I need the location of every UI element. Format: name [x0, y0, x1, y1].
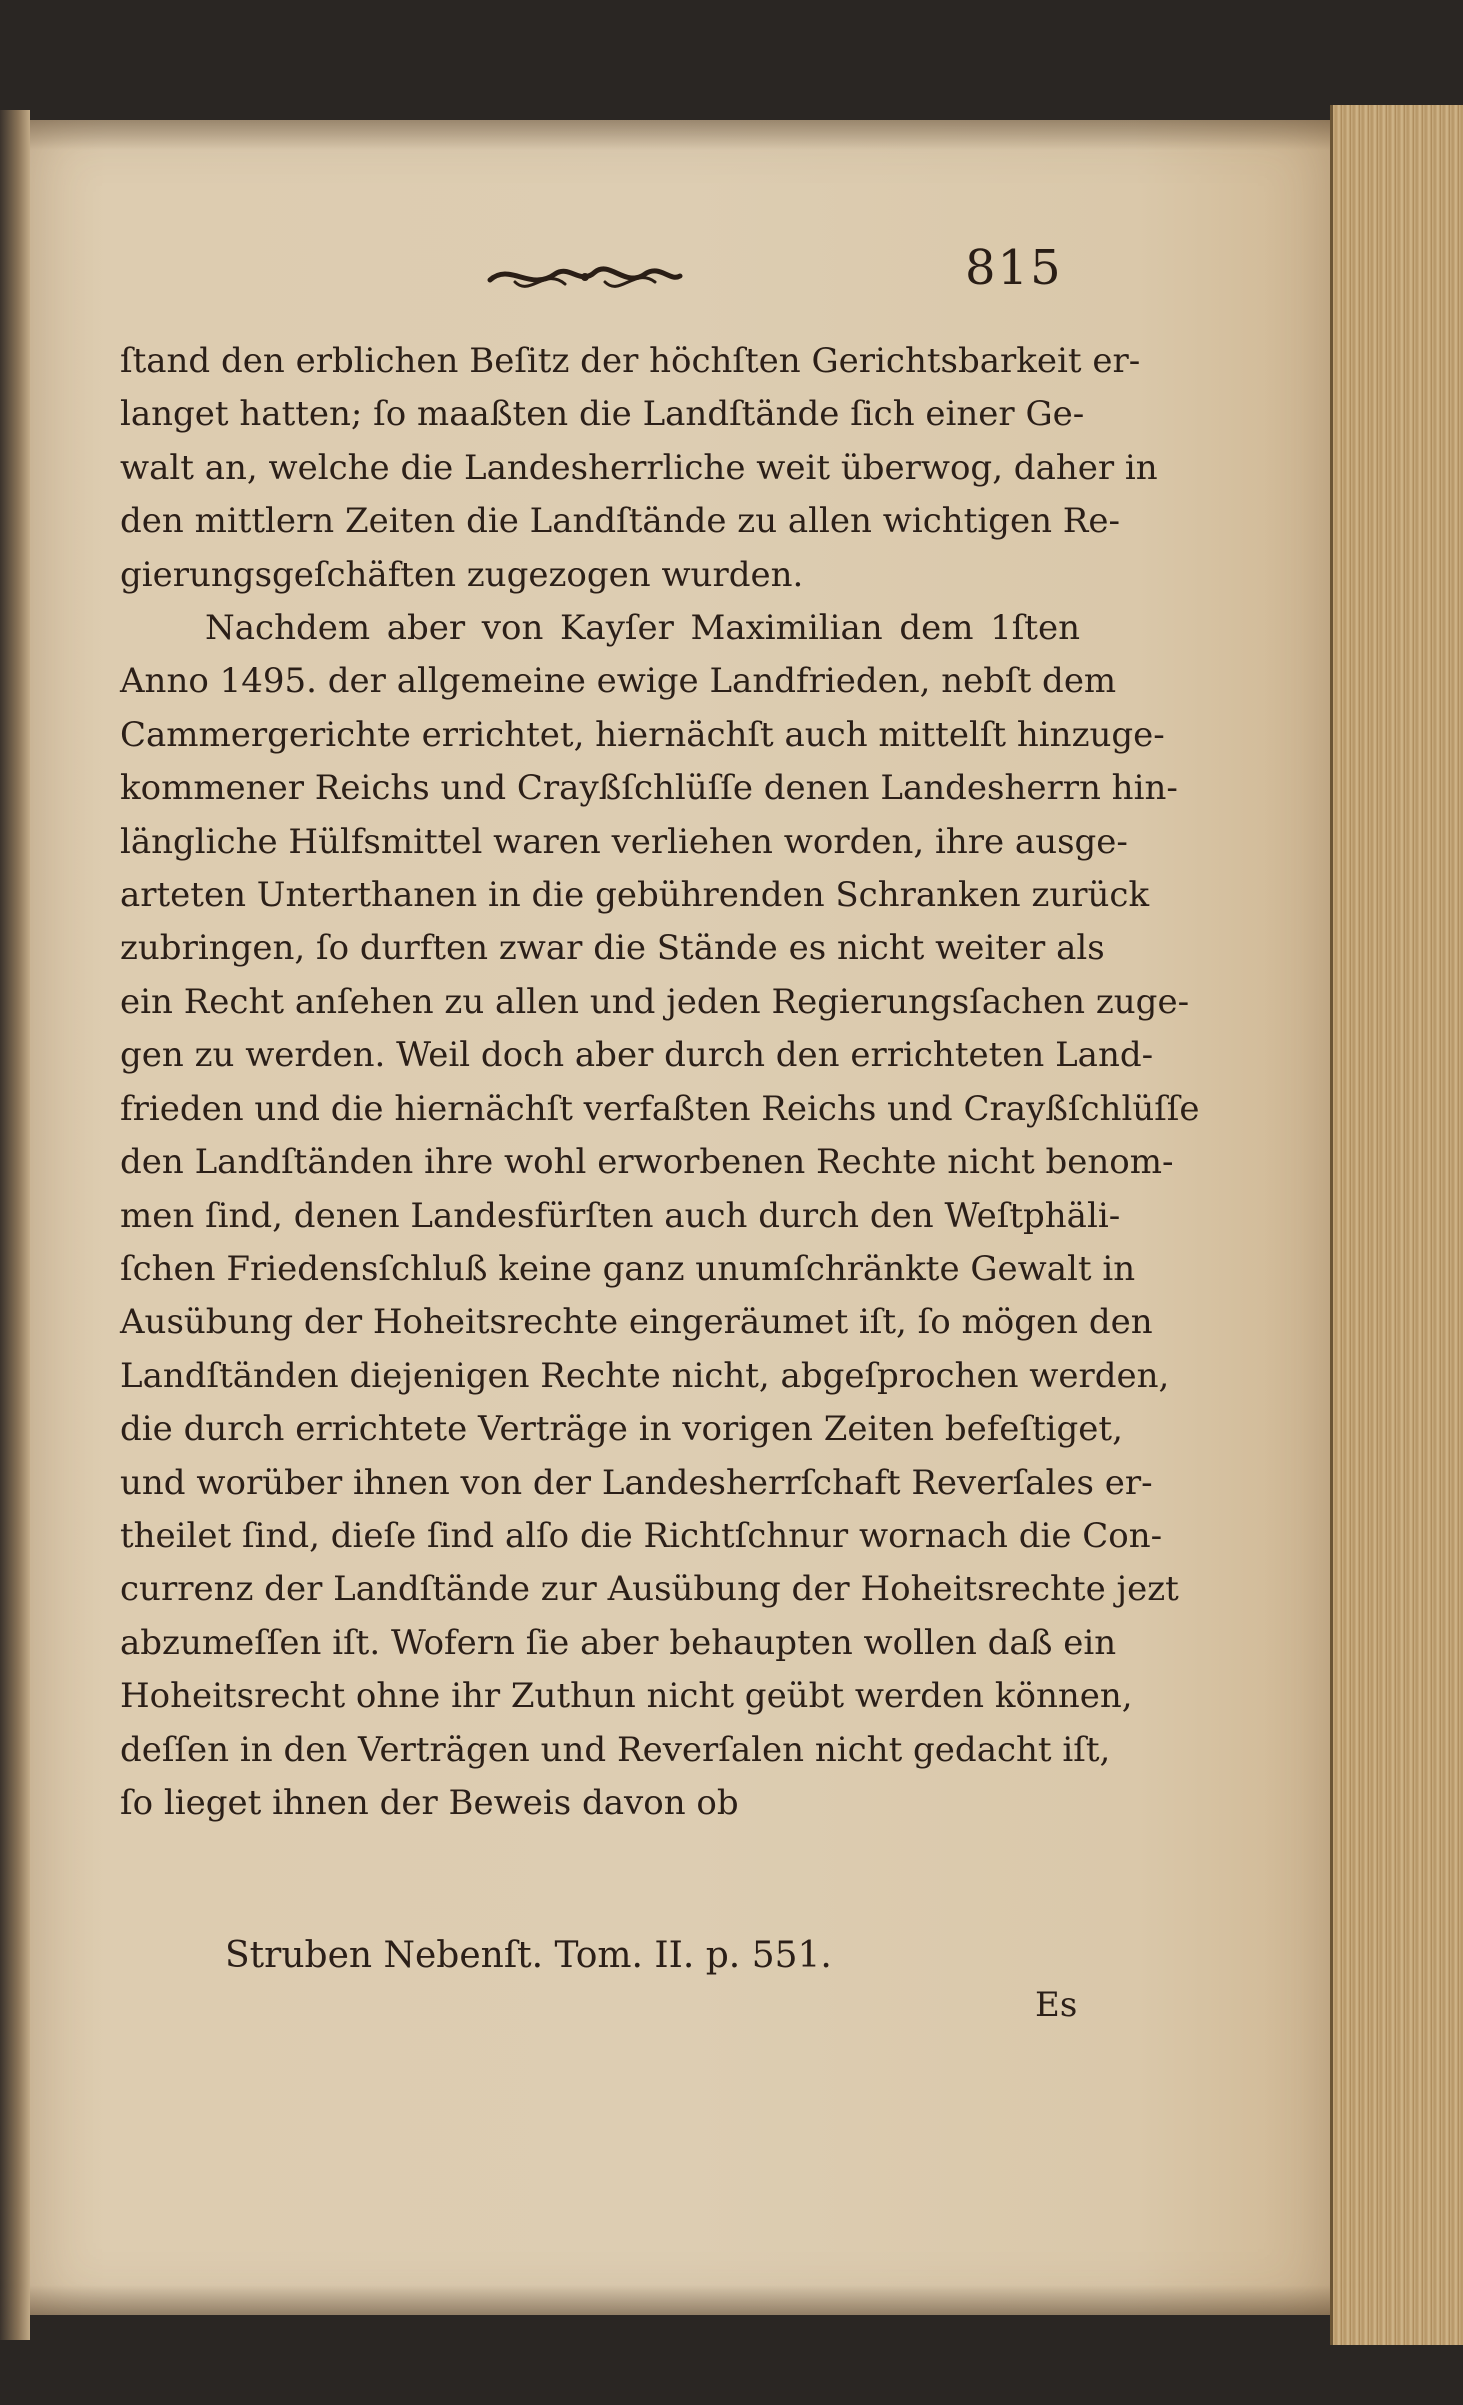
text-line: Anno 1495. der allgemeine ewige Landfrieden, nebſt dem — [120, 661, 1117, 702]
text-line: und worüber ihnen von der Landesherrſchaft Reverſales er- — [120, 1462, 1153, 1503]
text-line: deſſen in den Verträgen und Reverſalen nicht gedacht iſt, — [120, 1729, 1111, 1770]
book-binding — [0, 110, 30, 2340]
text-line: gierungsgeſchäften zugezogen wurden. — [120, 554, 804, 595]
citation: Struben Nebenſt. Tom. II. p. 551. — [225, 1935, 832, 1976]
printer-ornament-icon — [485, 252, 685, 302]
text-line: gen zu werden. Weil doch aber durch den errichteten Land- — [120, 1035, 1154, 1076]
text-line: ſchen Friedensſchluß keine ganz unumſchränkte Gewalt in — [120, 1248, 1136, 1289]
text-line: Cammergerichte errichtet, hiernächſt auch mittelſt hinzuge- — [120, 714, 1165, 755]
text-line: ein Recht anſehen zu allen und jeden Regierungsſachen zuge- — [120, 981, 1190, 1022]
text-line: abzumeſſen iſt. Wofern ſie aber behaupten wollen daß ein — [120, 1622, 1117, 1663]
text-line: arteten Unterthanen in die gebührenden Schranken zurück — [120, 875, 1150, 916]
text-line: Nachdem aber von Kayſer Maximilian dem 1ſten — [205, 608, 1080, 649]
text-line: langet hatten; ſo maaßten die Landſtände ſich einer Ge- — [120, 394, 1085, 435]
catchword: Es — [1035, 1985, 1078, 2025]
text-line: men ſind, denen Landesfürſten auch durch den Weſtphäli- — [120, 1195, 1121, 1236]
text-line: frieden und die hiernächſt verfaßten Reichs und Crayßſchlüſſe — [120, 1088, 1200, 1129]
text-line: den mittlern Zeiten die Landſtände zu allen wichtigen Re- — [120, 501, 1120, 542]
text-line: Hoheitsrecht ohne ihr Zuthun nicht geübt werden können, — [120, 1676, 1133, 1717]
text-line: die durch errichtete Verträge in vorigen Zeiten befeſtiget, — [120, 1409, 1123, 1450]
text-line: zubringen, ſo durften zwar die Stände es nicht weiter als — [120, 928, 1105, 969]
text-line: theilet ſind, dieſe ſind alſo die Richtſchnur wornach die Con- — [120, 1515, 1163, 1556]
page-bottom-shadow — [30, 2285, 1330, 2315]
text-line: walt an, welche die Landesherrliche weit überwog, daher in — [120, 447, 1158, 488]
body-text — [120, 335, 1200, 1830]
text-line: currenz der Landſtände zur Ausübung der Hoheitsrechte jezt — [120, 1569, 1179, 1610]
text-line: Landſtänden diejenigen Rechte nicht, abgeſprochen werden, — [120, 1355, 1170, 1396]
text-line: längliche Hülfsmittel waren verliehen worden, ihre ausge- — [120, 821, 1128, 862]
page-edges — [1330, 105, 1463, 2345]
page-top-shadow — [30, 120, 1330, 150]
text-line: den Landſtänden ihre wohl erworbenen Rechte nicht benom- — [120, 1142, 1174, 1183]
text-line: Ausübung der Hoheitsrechte eingeräumet iſt, ſo mögen den — [120, 1302, 1153, 1343]
text-line: ſo lieget ihnen der Beweis davon ob — [120, 1782, 739, 1823]
text-line: kommener Reichs und Crayßſchlüſſe denen Landesherrn hin- — [120, 768, 1178, 809]
text-line: ſtand den erblichen Beſitz der höchſten Gerichtsbarkeit er- — [120, 341, 1141, 381]
page-number: 815 — [965, 240, 1063, 296]
